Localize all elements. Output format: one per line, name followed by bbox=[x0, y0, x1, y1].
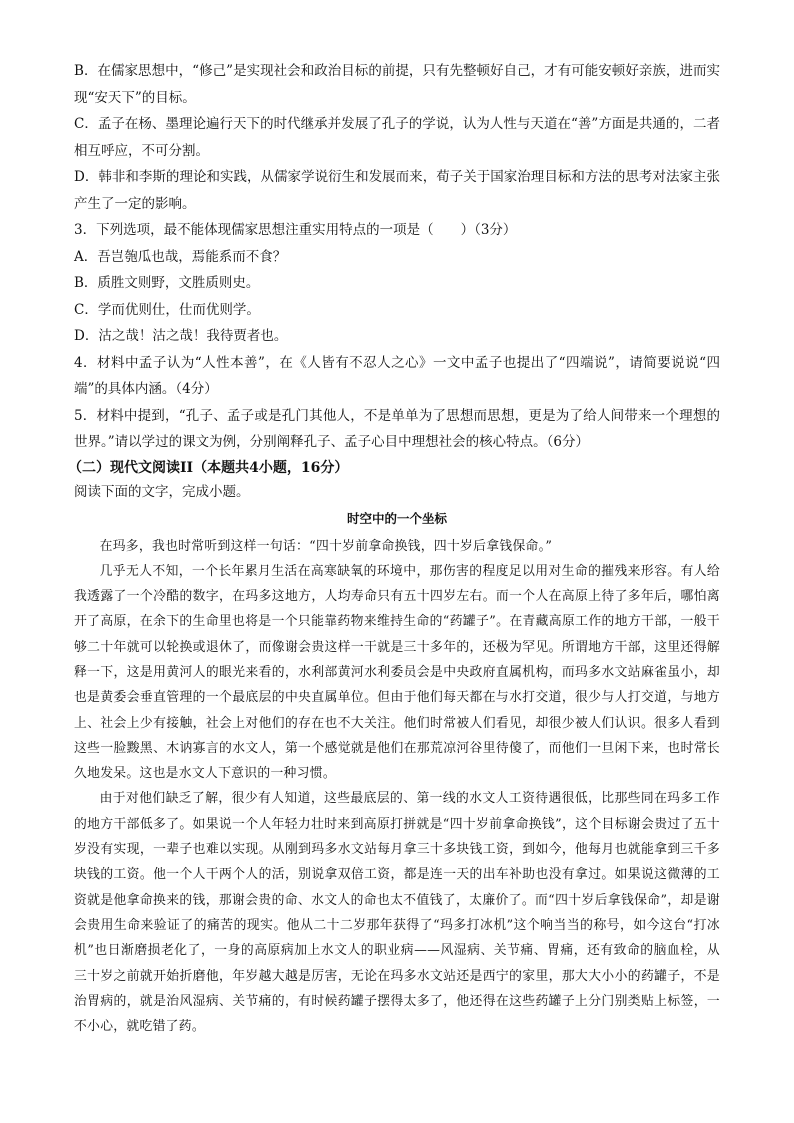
option-d-text: D．韩非和李斯的理论和实践，从儒家学说衍生和发展而来，荀子关于国家治理目标和方法的思考对法家主张产生了一定的影响。 bbox=[74, 169, 720, 212]
question-3-option-b: B．质胜文则野，文胜质则史。 bbox=[74, 275, 260, 291]
question-3-option-a: A．吾岂匏瓜也哉，焉能系而不食？ bbox=[74, 248, 287, 265]
option-b-text: B．在儒家思想中，“修己”是实现社会和政治目标的前提，只有先整顿好自己，才有可能安顿好亲族，进而实现“安天下”的目标。 bbox=[74, 63, 720, 106]
question-3-stem: 3．下列选项，最不能体现儒家思想注重实用特点的一项是（ ）（3分） bbox=[74, 222, 517, 238]
article-paragraph: 由于对他们缺乏了解，很少有人知道，这些最底层的、第一线的水文人工资待遇很低，比那些同在玛多工作的地方干部低多了。如果说一个人年轻力壮时来到高原打拼就是“四十岁前拿命换钱”，这个目标谢会贵过了五十岁没有实现，一辈子也难以实现。从刚到玛多水文站每月拿三十多块钱工资，到如今，他每月也就能拿到三千多块钱的工资。他一个人干两个人的活，别说拿双倍工资，都是连一天的出车补助也没有拿过。如果说这微薄的工资就是他拿命换来的钱，那谢会贵的命、水文人的命也太不值钱了，太廉价了。而“四十岁后拿钱保命”，却是谢会贵用生命来验证了的痛苦的现实。他从二十二岁那年获得了“玛多打冰机”这个响当当的称号，如今这台“打冰机”也日渐磨损老化了，一身的高原病加上水文人的职业病——风湿病、关节痛、胃痛，还有致命的脑血栓，从三十岁之前就开始折磨他，年岁越大越是厉害，无论在玛多水文站还是西宁的家里，那大大小小的药罐子，不是治胃病的，就是治风湿病、关节痛的，有时候药罐子摆得太多了，他还得在这些药罐子上分门别类贴上标签，一不小心，就吃错了药。 bbox=[74, 791, 720, 1035]
question-3-option-c: C．学而优则仕，仕而优则学。 bbox=[74, 301, 260, 318]
question-4-stem: 4．材料中孟子认为“人性本善”，在《人皆有不忍人之心》一文中孟子也提出了“四端说”，请简要说说“四端”的具体内涵。（4分） bbox=[74, 354, 720, 397]
question-options-block bbox=[74, 58, 720, 456]
question-5-stem: 5．材料中提到，“孔子、孟子或是孔门其他人，不是单单为了思想而思想，更是为了给人间带来一个理想的世界。”请以学过的课文为例，分别阐释孔子、孟子心目中理想社会的核心特点。（6分） bbox=[74, 407, 720, 450]
article-body bbox=[74, 534, 720, 1040]
question-3-option-d: D．沽之哉！沽之哉！我待贾者也。 bbox=[74, 328, 288, 344]
article-paragraph: 几乎无人不知，一个长年累月生活在高寒缺氧的环境中，那伤害的程度足以用对生命的摧残来形容。有人给我透露了一个冷酷的数字，在玛多这地方，人均寿命只有五十四岁左右。而一个人在高原上待了多年后，哪怕离开了高原，在余下的生命里也将是一个只能靠药物来维持生命的“药罐子”。在青藏高原工作的地方干部，一般干够二十年就可以轮换或退休了，而像谢会贵这样一干就是三十多年的，还极为罕见。所谓地方干部，这里还得解释一下，这是用黄河人的眼光来看的，水利部黄河水利委员会是中央政府直属机构，而玛多水文站麻雀虽小，却也是黄委会垂直管理的一个最底层的中央直属单位。但由于他们每天都在与水打交道，很少与人打交道，与地方上、社会上少有接触，社会上对他们的存在也不大关注。他们时常被人们看见，却很少被人们认识。很多人看到这些一脸黢黑、木讷寡言的水文人，第一个感觉就是他们在那荒凉河谷里待傻了，而他们一旦闲下来，也时常长久地发呆。这也是水文人下意识的一种习惯。 bbox=[74, 563, 720, 782]
section-instruction: 阅读下面的文字，完成小题。 bbox=[74, 483, 250, 500]
option-c-text: C．孟子在杨、墨理论遍行天下的时代继承并发展了孔子的学说，认为人性与天道在“善”方面是共通的，二者相互呼应，不可分割。 bbox=[74, 116, 720, 159]
section-title: （二）现代文阅读II（本题共4小题，16分） bbox=[68, 459, 349, 476]
article-title: 时空中的一个坐标 bbox=[346, 510, 447, 526]
article-paragraph: 在玛多，我也时常听到这样一句话：“四十岁前拿命换钱，四十岁后拿钱保命。” bbox=[99, 538, 553, 554]
